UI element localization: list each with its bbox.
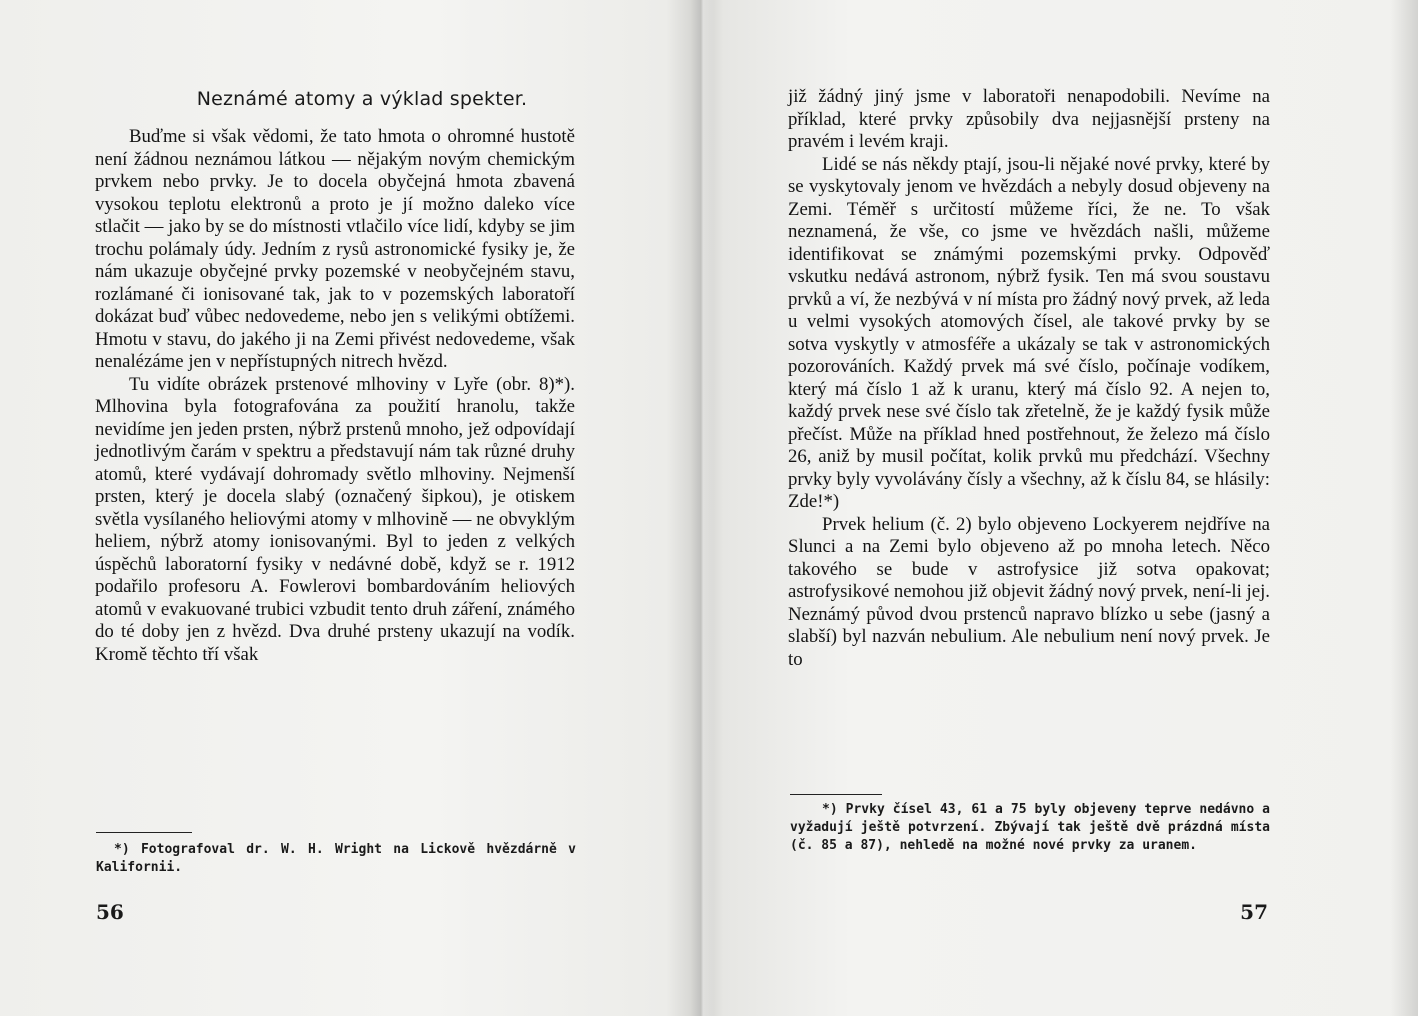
paragraph: Lidé se nás někdy ptají, jsou-li nějaké nové prvky, které by se vyskytovaly jenom ve hvězdách a nebyly dosud objeveny na Zemi. Téměř s určitostí můžeme říci, že ne. To však neznamená, že vše, co jsme ve hvězdách našli, můžeme identifikovat se známými pozemskými prvky. Odpověď vskutku nedává astronom, nýbrž fysik. Ten má svou soustavu prvků a ví, že nezbývá v ní místa pro žádný nový prvek, až leda u velmi vysokých atomových čísel, ale takové prvky by se sotva vyskytly v atmosféře a ukázaly se tak v astronomických pozorováních. Každý prvek má své číslo, počínaje vodíkem, který má číslo 1 až k uranu, který má číslo 92. A nejen to, každý prvek nese své číslo tak zřetelně, že je každý fysik může přečíst. Může na příklad hned postřehnout, že železo má číslo 26, aniž by musil počítat, kolik prvků mu předchází. Všechny prvky byly vyvolávány čísly a všechny, až k číslu 84, se hlásily: Zde!*) (788, 153, 1270, 512)
footnote-rule (790, 794, 882, 795)
right-body-text (788, 86, 1270, 671)
page-number: 56 (96, 900, 124, 924)
paragraph: Tu vidíte obrázek prstenové mlhoviny v Lyře (obr. 8)*). Mlhovina byla fotografována za použití hranolu, takže nevidíme jen jeden prsten, nýbrž prstenů mnoho, jež odpovídají jednotlivým čarám v spektru a představují nám tak různé druhy atomů, které vydávají dohromady světlo mlhoviny. Nejmenší prsten, který je docela slabý (označený šipkou), je otiskem světla vysílaného heliovými atomy v mlhovině — ne obvyklým heliem, nýbrž atomy ionisovanými. Byl to jeden z velkých úspěchů laboratorní fysiky v nedávné době, když se r. 1912 podařilo profesoru A. Fowlerovi bombardováním heliových atomů v evakuované trubici vzbudit tento druh záření, známého do té doby jen z hvězd. Dva druhé prsteny ukazují na vodík. Kromě těchto tří však (95, 373, 575, 665)
paragraph: Buďme si však vědomi, že tato hmota o ohromné hustotě není žádnou neznámou látkou — nějakým novým chemickým prvkem nebo prvky. Je to docela obyčejná hmota zbavená vysokou teplotu elektronů a proto je jí možno daleko více stlačit — jako by se do místnosti vtlačilo více lidí, kdyby se jim trochu polámaly údy. Jedním z rysů astronomické fysiky je, že nám ukazuje obyčejné prvky pozemské v neobyčejném stavu, rozlámané či ionisované tak, jak to v pozemských laboratoří dokázat buď vůbec nedovedeme, nebo jen s velikými obtížemi. Hmotu v stavu, do jakého ji na Zemi přivést nedovedeme, však nenalézáme jen v nepřístupných nitrech hvězd. (95, 126, 575, 372)
book-gutter (690, 0, 714, 1016)
page-edge-shadow (1390, 0, 1418, 1016)
footnote: *) Prvky čísel 43, 61 a 75 byly objeveny teprve nedávno a vyžadují ještě potvrzení. Zbývají tak ještě dvě prázdná místa (č. 85 a 87), nehledě na možné nové prvky za uranem. (790, 802, 1270, 853)
chapter-heading: Neznámé atomy a výklad spekter. (196, 88, 528, 110)
right-page (702, 0, 1418, 1016)
paragraph: již žádný jiný jsme v laboratoři nenapodobili. Nevíme na příklad, které prvky způsobily dva nejjasnější prsteny na pravém i levém kraji. (788, 86, 1270, 152)
left-page (0, 0, 702, 1016)
footnote: *) Fotografoval dr. W. H. Wright na Lickově hvězdárně v Kalifornii. (96, 842, 576, 875)
page-number: 57 (1240, 900, 1268, 924)
footnote-rule (96, 832, 192, 833)
paragraph: Prvek helium (č. 2) bylo objeveno Lockyerem nejdříve na Slunci a na Zemi bylo objeveno až po mnoha letech. Něco takového se bude v astrofysice již sotva opakovat; astrofysikové nemohou již objevit žádný nový prvek, není-li jej. Neznámý původ dvou prstenců napravo blízko u sebe (jasný a slabší) byl nazván nebulium. Ale nebulium není nový prvek. Je to (788, 513, 1270, 670)
left-body-text (95, 126, 575, 666)
